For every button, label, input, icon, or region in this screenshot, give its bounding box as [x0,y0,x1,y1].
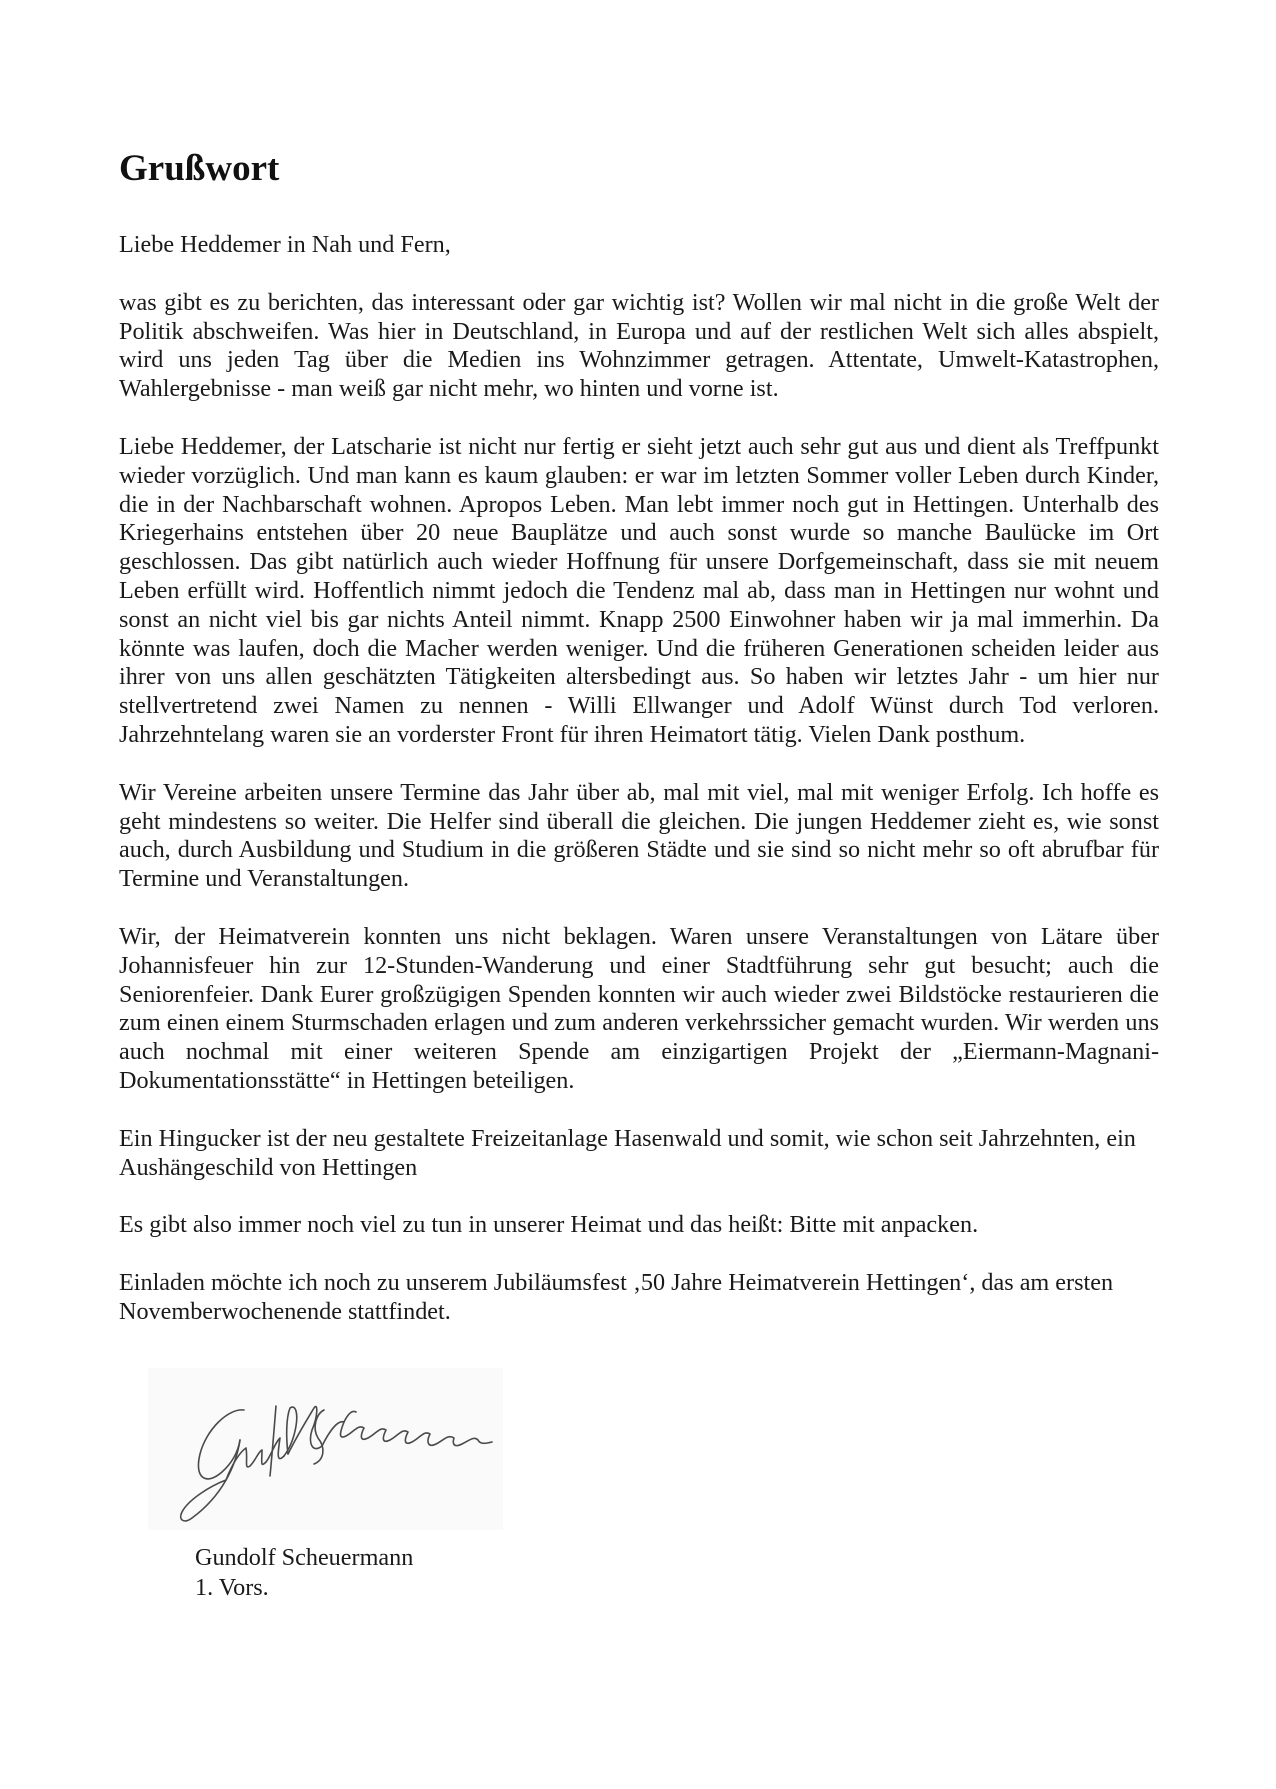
signer-role: 1. Vors. [195,1574,269,1601]
paragraph: Wir, der Heimatverein konnten uns nicht beklagen. Waren unsere Veranstaltungen von Lätare über Johannisfeuer hin zur 12-Stunden-Wanderung und einer Stadtführung sehr gut besucht; auch die Seniorenfeier. Dank Eurer großzügigen Spenden konnten wir auch wieder zwei Bildstöcke restaurieren die zum einen einem Sturmschaden erlagen und zum anderen verkehrssicher gemacht wurden. Wir werden uns auch nochmal mit einer weiteren Spende am einzigartigen Projekt der „Eiermann-Magnani-Dokumentationsstätte“ in Hettingen beteiligen. [119,922,1159,1094]
page-title: Grußwort [119,148,280,189]
paragraph: Wir Vereine arbeiten unsere Termine das Jahr über ab, mal mit viel, mal mit weniger Erfolg. Ich hoffe es geht mindestens so weiter. Die Helfer sind überall die gleichen. Die jungen Heddemer zieht es, wie sonst auch, durch Ausbildung und Studium in die größeren Städte und sie sind so nicht mehr so oft abrufbar für Termine und Veranstaltungen. [119,778,1159,893]
paragraph: Ein Hingucker ist der neu gestaltete Freizeitanlage Hasenwald und somit, wie schon seit Jahrzehnten, ein Aushängeschild von Hettingen [119,1124,1136,1181]
paragraph: Es gibt also immer noch viel zu tun in unserer Heimat und das heißt: Bitte mit anpacken. [119,1211,979,1239]
letter-body [119,231,1159,1356]
signature-image [148,1368,503,1530]
salutation: Liebe Heddemer in Nah und Fern, [119,231,451,258]
paragraph: Einladen möchte ich noch zu unserem Jubiläumsfest ‚50 Jahre Heimatverein Hettingen‘, das am ersten Novemberwochenende stattfindet. [119,1269,1114,1325]
handwritten-signature [148,1368,503,1530]
signer-name: Gundolf Scheuermann [195,1544,414,1571]
paragraph: Liebe Heddemer, der Latscharie ist nicht nur fertig er sieht jetzt auch sehr gut aus und dient als Treffpunkt wieder vorzüglich. Und man kann es kaum glauben: er war im letzten Sommer voller Leben durch Kinder, die in der Nachbarschaft wohnen. Apropos Leben. Man lebt immer noch gut in Hettingen. Unterhalb des Kriegerhains entstehen über 20 neue Bauplätze und auch sonst wurde so manche Baulücke im Ort geschlossen. Das gibt natürlich auch wieder Hoffnung für unsere Dorfgemeinschaft, dass sie mit neuem Leben erfüllt wird. Hoffentlich nimmt jedoch die Tendenz mal ab, dass man in Hettingen nur wohnt und sonst an nicht viel bis gar nichts Anteil nimmt. Knapp 2500 Einwohner haben wir ja mal immerhin. Da könnte was laufen, doch die Macher werden weniger. Und die früheren Generationen scheiden leider aus ihrer von uns allen geschätzten Tätigkeiten altersbedingt aus. So haben wir letztes Jahr - um hier nur stellvertretend zwei Namen zu nennen - Willi Ellwanger und Adolf Wünst durch Tod verloren. Jahrzehntelang waren sie an vorderster Front für ihren Heimatort tätig. Vielen Dank posthum. [119,432,1159,748]
paragraph: was gibt es zu berichten, das interessant oder gar wichtig ist? Wollen wir mal nicht in die große Welt der Politik abschweifen. Was hier in Deutschland, in Europa und auf der restlichen Welt sich alles abspielt, wird uns jeden Tag über die Medien ins Wohnzimmer getragen. Attentate, Umwelt-Katastrophen, Wahlergebnisse - man weiß gar nicht mehr, wo hinten und vorne ist. [119,288,1159,403]
